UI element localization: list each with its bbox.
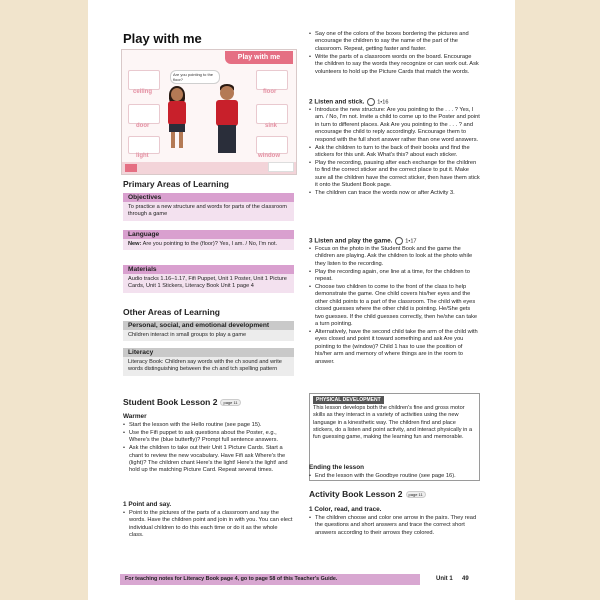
poster-word: light (136, 153, 149, 159)
track-number: 1•16 (377, 99, 389, 106)
right-top-list (309, 31, 480, 76)
list-item: • End the lesson with the Goodbye routine (see page 16). (315, 473, 480, 480)
girl-head (171, 88, 183, 101)
objectives-box (123, 193, 294, 221)
page-badge: page 11 (220, 399, 240, 406)
personal-body: Children interact in small groups to play a game (123, 330, 294, 341)
activity-book-title: Activity Book Lesson 2 (309, 489, 403, 499)
boy-shirt (216, 100, 238, 126)
page-title: Play with me (123, 31, 202, 46)
personal-box (123, 321, 294, 341)
list-item: • Play the recording, pausing after each exchange for the children to find the correct sticker and the correct place to put it. Make sure all the children have the correct sticker, then have them stick it onto the Student Book page. (315, 160, 480, 190)
list-item: • Ask the children to take out their Unit 1 Picture Cards. Start a chant to review the new vocabulary. Have Fifi ask Where's the (light)? The children chant Here's the light! Here's the light! and hold up the matching Picture Card. Repeat several times. (129, 445, 293, 475)
girl-leg (179, 132, 183, 148)
girl-shirt (168, 101, 186, 125)
speech-bubble: Are you pointing to the floor? (170, 70, 220, 84)
list-item: • The children choose and color one arrow in the pairs. They read the questions and short answers and trace the correct short answers according to their arrows they colored. (315, 515, 480, 537)
warmer-list (123, 422, 293, 475)
ending-list (309, 473, 480, 481)
boy-pants (218, 125, 236, 153)
footer-text: For teaching notes for Literacy Book page 4, go to page 58 of this Teacher's Guide. (125, 576, 338, 582)
materials-head: Materials (123, 265, 294, 274)
list-item: • Use the Fifi puppet to ask questions about the Poster, e.g., Where's the (blue butterfly)? Prompt full sentence answers. (129, 430, 293, 445)
poster-box (128, 104, 160, 124)
poster-box (128, 136, 160, 154)
boy-head (220, 86, 234, 100)
activity-book-heading (309, 489, 426, 499)
poster-unit-badge (125, 164, 137, 172)
poster-word: ceiling (133, 89, 153, 95)
literacy-box (123, 348, 294, 376)
list-item: • Start the lesson with the Hello routine (see page 15). (129, 422, 293, 429)
ending-heading: Ending the lesson (309, 464, 365, 471)
list-item: • Focus on the photo in the Student Book and the game the children are playing. Ask the children to look at the photo while they listen to the recording. (315, 246, 480, 268)
cd-icon (367, 98, 375, 106)
poster-word: floor (263, 89, 277, 95)
poster-box (256, 104, 288, 124)
language-body (123, 239, 294, 250)
list-item: • Play the recording again, one line at a time, for the children to repeat. (315, 269, 480, 284)
cd-icon (395, 237, 403, 245)
poster-title: Play with me (225, 51, 293, 64)
color-read-heading: 1 Color, read, and trace. (309, 506, 382, 513)
language-text: Are you pointing to the (floor)? Yes, I am. / No, I'm not. (141, 241, 278, 247)
poster-word: window (258, 153, 280, 159)
objectives-head: Objectives (123, 193, 294, 202)
list-item: • Ask the children to turn to the back of their books and find the stickers for this unit. Ask What's this? about each sticker. (315, 145, 480, 160)
objectives-body: To practice a new structure and words for parts of the classroom through a game (123, 202, 294, 221)
listen-stick-heading (309, 98, 388, 106)
personal-head: Personal, social, and emotional development (123, 321, 294, 330)
materials-body: Audio tracks 1.16–1.17, Fifi Puppet, Unit 1 Poster, Unit 1 Picture Cards, Unit 1 Stickers, Literacy Book Unit 1 page 4 (123, 274, 294, 293)
list-item: • Introduce the new structure: Are you pointing to the . . . ? Yes, I am. / No, I'm not. Invite a child to come up to the Poster and point in turn to different places. Ask Are you pointing to the . . . ? and encourage the child to reply accordingly. Encourage them to respond with the full short answer rather than one word answers. (315, 107, 480, 144)
list-item: • Say one of the colors of the boxes bordering the pictures and encourage the children to say the name of the part of the classroom. Repeat, getting faster and faster. (315, 31, 480, 53)
poster-word: door (136, 123, 150, 129)
list-item: • Point to the pictures of the parts of a classroom and say the words. Have the children point and join in with you. You can elect individual children to do this each time or do it as the whole class. (129, 510, 293, 540)
other-areas-heading: Other Areas of Learning (123, 307, 220, 317)
physical-development-text: This lesson develops both the children's fine and gross motor skills as they interact in a variety of activities using the new language in a kinesthetic way. The children find and place stickers, do a listen and point activity, and interact physically in a fun guessing game, making the learning fun and memorable. (313, 405, 473, 441)
point-say-heading: 1 Point and say. (123, 501, 172, 508)
footer-unit: Unit 1 (436, 576, 453, 582)
poster-box (256, 136, 288, 154)
list-item: • The children can trace the words now or after Activity 3. (315, 190, 480, 197)
footer-bar (120, 574, 420, 585)
physical-development-tag: PHYSICAL DEVELOPMENT (313, 396, 384, 404)
girl-leg (171, 132, 175, 148)
poster-word: sink (265, 123, 278, 129)
poster-box (128, 70, 160, 90)
listen-play-list (309, 246, 480, 367)
poster-box (256, 70, 288, 90)
color-read-list (309, 515, 480, 538)
student-book-title: Student Book Lesson 2 (123, 397, 218, 407)
warmer-heading: Warmer (123, 413, 147, 420)
student-book-heading (123, 397, 241, 407)
list-item: • Write the parts of a classroom words on the board. Encourage the children to say the words they recognize or can work out. Ask volunteers to hold up the Picture Cards that match the words. (315, 54, 480, 76)
girl-skirt (169, 124, 185, 132)
listen-stick-list (309, 107, 480, 198)
primary-areas-heading: Primary Areas of Learning (123, 179, 229, 189)
literacy-head: Literacy (123, 348, 294, 357)
list-item: • Alternatively, have the second child take the arm of the child with eyes closed and point it toward something and ask Are you pointing to the (window)? Child 1 has to use the position of his/her arm and memory of where things are in the room to answer. (315, 329, 480, 366)
listen-play-title: 3 Listen and play the game. (309, 237, 393, 245)
language-head: Language (123, 230, 294, 239)
materials-box (123, 265, 294, 293)
list-item: • Choose two children to come to the front of the class to help demonstrate the game. One child covers his/her eyes and the other child points to a part of the classroom. The child with eyes closed guesses where the other child is pointing. He/She gets two guesses. If the child guesses correctly, then he/she can take a turn pointing. (315, 284, 480, 328)
track-number: 1•17 (405, 238, 417, 245)
listen-stick-title: 2 Listen and stick. (309, 98, 365, 106)
literacy-body: Literacy Book: Children say words with the ch sound and write words distinguishing between the ch and tch spelling pattern (123, 357, 294, 376)
poster-image (121, 49, 297, 175)
page-badge: page 11 (406, 491, 426, 498)
poster-label-box (268, 162, 294, 172)
language-box (123, 230, 294, 250)
page-number: 49 (462, 576, 469, 582)
language-label: New: (128, 241, 142, 247)
listen-play-heading (309, 237, 417, 245)
point-say-list (123, 510, 293, 540)
